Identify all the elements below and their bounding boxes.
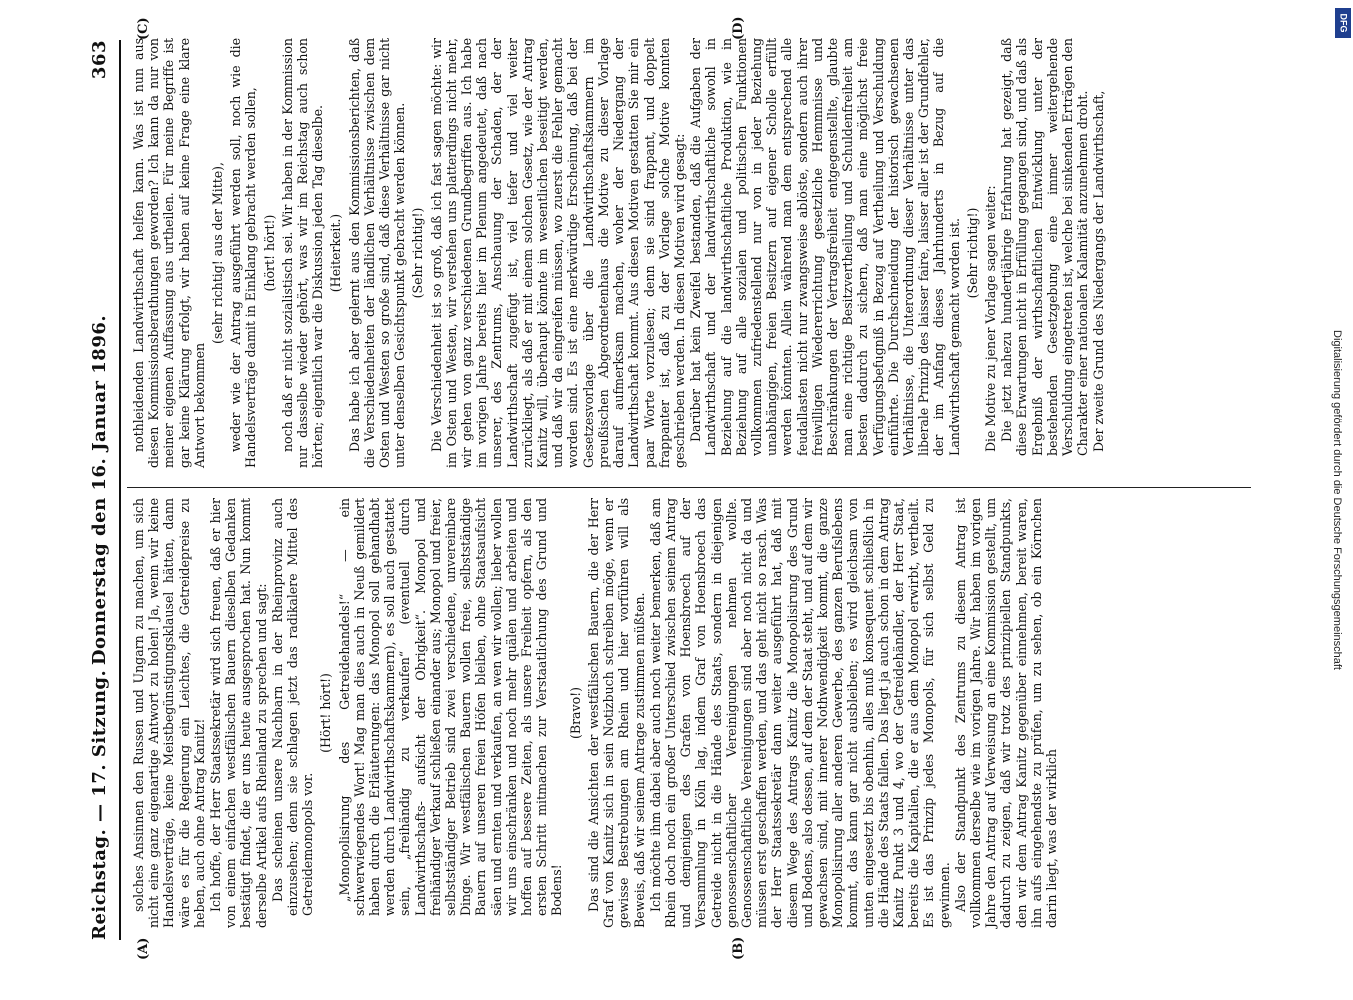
rotated-page-scan — [31, 16, 1321, 980]
left-column — [131, 498, 1060, 928]
digitization-note — [1327, 10, 1347, 990]
paragraph: Die Verschiedenheit ist so groß, daß ich fast sagen möchte: wir im Osten und Westen, wir verstehen uns platterdings nicht mehr, wir gehen von ganz verschiedenen Grundbegriffen aus. Ich habe im vorigen Jahre bereits hier im Plenum angedeutet, daß nach unserer, des Zentrums, Anschauung der Schaden, der der Landwirthschaft zugefügt ist, viel tiefer und viel weiter zurückliegt, als daß er mit einem solchen Gesetz, wie der Antrag Kanitz will, überhaupt könnte im wesentlichen beseitigt werden, und daß wir da eingreifen müssen, wo zuerst die Fehler gemacht worden sind. Es ist eine merkwürdige Erscheinung, daß bei der Gesetzesvorlage über die Landwirthschaftskammern im preußischen Abgeordnetenhaus die Motive zu dieser Vorlage darauf aufmerksam machen, woher der Niedergang der Landwirthschaft kommt. Aus diesen Motiven gestatten Sie mir ein paar Worte vorzulesen; denn sie sind frappant, und doppelt frappanter ist, daß zu der Vorlage solche Motive konnten geschrieben werden. In diesen Motiven wird gesagt: — [428, 38, 687, 468]
column-divider — [127, 487, 1251, 488]
margin-letter-b: (B) — [731, 936, 746, 960]
quoted-paragraph: Das scheinen unsere Nachbarn in der Rheinprovinz auch einzusehen; denn sie schlagen jetzt das radikalere Mittel des Getreidemonopols vor. — [269, 498, 316, 916]
paragraph: solches Ansinnen den Russen und Ungarn zu machen, um sich nicht eine ganz eigenartige Antwort zu holen! Ja, wenn wir keine Handelsverträge, keine Meistbegünstigungsklausel hätten, dann wäre es für die Regierung ein Leichtes, die Getreidepreise zu heben, auch ohne Antrag Kanitz! — [131, 498, 207, 928]
interjection: (Bravo!) — [567, 687, 583, 739]
quoted-paragraph: „Monopolisirung des Getreidehandels!“ — ein schwerwiegendes Wort! Mag man dies auch in Neuß gemildert haben durch die Erläuterungen: das Monopol soll gehandhabt werden durch Landwirthschaftskammern), es soll auch gestattet sein, „freihändig zu verkaufen“ (eventuell durch Landwirthschafts- aufsicht der Obrigkeit“. Monopol und freihändiger Verkauf schließen einander aus; Monopol und freier, selbstständiger Betrieb sind zwei verschiedene, unvereinbare Dinge. Wir westfälischen Bauern wollen freie, selbstständige Bauern auf unseren freien Höfen bleiben, ohne Staatsaufsicht säen und ernten und verkaufen, an wen wir wollen; lieber wollen wir uns einschränken und noch mehr quälen und arbeiten und hoffen auf bessere Zeiten, als unsere Freiheit opfern, als den ersten Schritt mitmachen zur Verstaatlichung des Grund und Bodens! — [336, 498, 565, 916]
paragraph: Ich möchte ihm dabei aber auch noch weiter bemerken, daß am Rhein doch noch ein großer Unterschied zwischen seinem Antrag und demjenigen des Grafen von Hoensbroech auf der Versammlung in Köln lag, indem Graf von Hoensbroech das Getreide nicht in die Hände des Staats, sondern in diejenigen genossenschaftlicher Vereinigungen nehmen wollte. Genossenschaftliche Vereinigungen sind aber noch nicht da und müssen erst geschaffen werden, und das geht nicht so rasch. Was der Herr Staatssekretär dann weiter ausgeführt hat, daß mit diesem Wege des Antrags Kanitz die Monopolisirung des Grund und Bodens, also dessen, auf dem der Staat steht, und auf dem wir gewachsen sind, mit innerer Nothwendigkeit kommt, die ganze Monopolisirung aller anderen Gewerbe, des ganzen Berufslebens kommt, das kann gar nicht ausbleiben; es wird gleichsam von unten eingesetzt bis obenhin, alles muß konsequent schließlich in die Hände des Staats fallen. Das liegt ja auch schon in dem Antrag Kanitz Punkt 3 und 4, wo der Getreidehändler, der Herr Staat, bereits die Kapitalien, die er aus dem Monopol erwirbt, vertheilt. Es ist das Prinzip jedes Monopols, für sich selbst Geld zu gewinnen. — [647, 498, 952, 928]
header-page-number: 363 — [89, 40, 110, 80]
interjection: (sehr richtig! aus der Mitte), — [210, 162, 226, 344]
paragraph: Der zweite Grund des Niedergangs der Landwirthschaft, — [1091, 90, 1107, 452]
margin-letter-d: (D) — [731, 16, 746, 40]
right-column — [131, 38, 1108, 468]
digitization-note-text: Digitalisierung gefördert durch die Deutsche Forschungsgemeinschaft — [1331, 330, 1343, 670]
quoted-paragraph: Darüber hat kein Zweifel bestanden, daß die Aufgaben der Landwirthschaft und der landwirthschaftliche sowohl in Beziehung auf die landwirthschaftliche Produktion, wie in Beziehung auf alle sozialen und politischen Funktionen vollkommen zufriedenstellend nur von in jeder Beziehung unabhängigen, freien Besitzern auf eigener Scholle erfüllt werden könnten. Allein während man dem entsprechend alle feudallasten nicht nur zwangsweise ablöste, sondern auch ihrer freiwilligen Wiedererrichtung gesetzliche Hemmnisse und Beschränkungen der Vertragsfreiheit entgegenstellte, glaubte man eine richtige Besitzvertheilung und Schuldenfreiheit am besten dadurch zu sichern, daß man eine möglichst freie Verfügungsbefugniß in Bezug auf Vertheilung und Verschuldung einführte. Die Durchschneidung der historisch gewachsenen Verhältnisse, die Unterordnung dieser Verhältnisse unter das liberale Prinzip des laisser faire, laisser aller ist der Grundfehler, der im Anfang dieses Jahrhunderts in Bezug auf die Landwirthschaft gemacht worden ist. — [688, 38, 962, 456]
paragraph: noch daß er nicht sozialistisch sei. Wir haben in der Kommission nur dasselbe wieder gehört, was wir im Reichstag auch schon hörten; eigentlich war die Diskussion jeden Tag dieselbe. — [279, 38, 326, 468]
quoted-paragraph: Die jetzt nahezu hundertjährige Erfahrung hat gezeigt, daß diese Erwartungen nicht in Erfüllung gegangen sind, und daß als Ergebniß der wirthschaftlichen Entwicklung unter der bestehenden Gesetzgebung eine immer weitergehende Verschuldung eingetreten ist, welche bei sinkenden Erträgen den Charakter einer nationalen Kalamität anzunehmen droht. — [999, 38, 1091, 456]
paragraph: nothleidenden Landwirthschaft helfen kann. Was ist nun aus diesen Kommissionsberathungen geworden? Ich kann da nur von meiner eigenen Auffassung aus urtheilen. Für meine Begriffe ist gar keine Klärung erfolgt, wir haben auf keine Frage eine klare Antwort bekommen — [131, 38, 207, 468]
header-rule — [119, 40, 121, 940]
paragraph: Ich hoffe, der Herr Staatssekretär wird sich freuen, daß er hier von einem einfachen westfälischen Bauern dieselben Gedanken bestätigt findet, die er uns heute ausgesprochen hat. Nun kommt derselbe Artikel aufs Rheinland zu sprechen und sagt: — [208, 498, 269, 928]
dfg-logo-text: DFG — [1338, 13, 1348, 33]
interjection: (Sehr richtig!) — [964, 207, 980, 299]
interjection: (hört! hört!) — [261, 214, 277, 292]
paragraph: Das sind die Ansichten der westfälischen Bauern, die der Herr Graf von Kanitz sich in sein Notizbuch schreiben möge, wenn er gewisse Bestrebungen am Rhein und hier vorführen will als Beweis, daß wir seinem Antrage zustimmen müßten. — [585, 498, 647, 928]
interjection: (Heiterkeit.) — [328, 213, 344, 293]
paragraph: Die Motive zu jener Vorlage sagen weiter: — [982, 185, 998, 452]
margin-letter-c: (C) — [136, 17, 151, 40]
interjection: (Hört! hört!) — [318, 673, 334, 753]
paragraph: Das habe ich aber gelernt aus den Kommissionsberichten, daß die Verschiedenheiten der ländlichen Verhältnisse zwischen dem Osten und Westen so große sind, daß diese Verhältnisse gar nicht unter denselben Gesichtspunkt gebracht werden können. — [346, 38, 408, 468]
header-session: Reichstag. — 17. Sitzung. — [89, 669, 110, 940]
interjection: (Sehr richtig!) — [410, 207, 426, 299]
margin-letter-a: (A) — [136, 937, 151, 960]
page-header — [89, 40, 115, 940]
paragraph: Also der Standpunkt des Zentrums zu diesem Antrag ist vollkommen derselbe wie im vorigen Jahre. Wir haben im vorigen Jahre den Antrag auf Verweisung an eine Kommission gestellt, um dadurch zu zeigen, daß wir trotz des prinzipiellen Standpunkts, den wir dem Antrag Kanitz gegenüber einnehmen, bereit waren, ihn aufs eingehendste zu prüfen, um zu sehen, ob ein Körnchen darin liegt, was der wirklich — [952, 498, 1059, 928]
header-date: Donnerstag den 16. Januar 1896. — [89, 314, 110, 666]
paragraph: weder wie der Antrag ausgeführt werden soll, noch wie die Handelsverträge damit in Einklang gebracht werden sollen, — [228, 38, 259, 468]
